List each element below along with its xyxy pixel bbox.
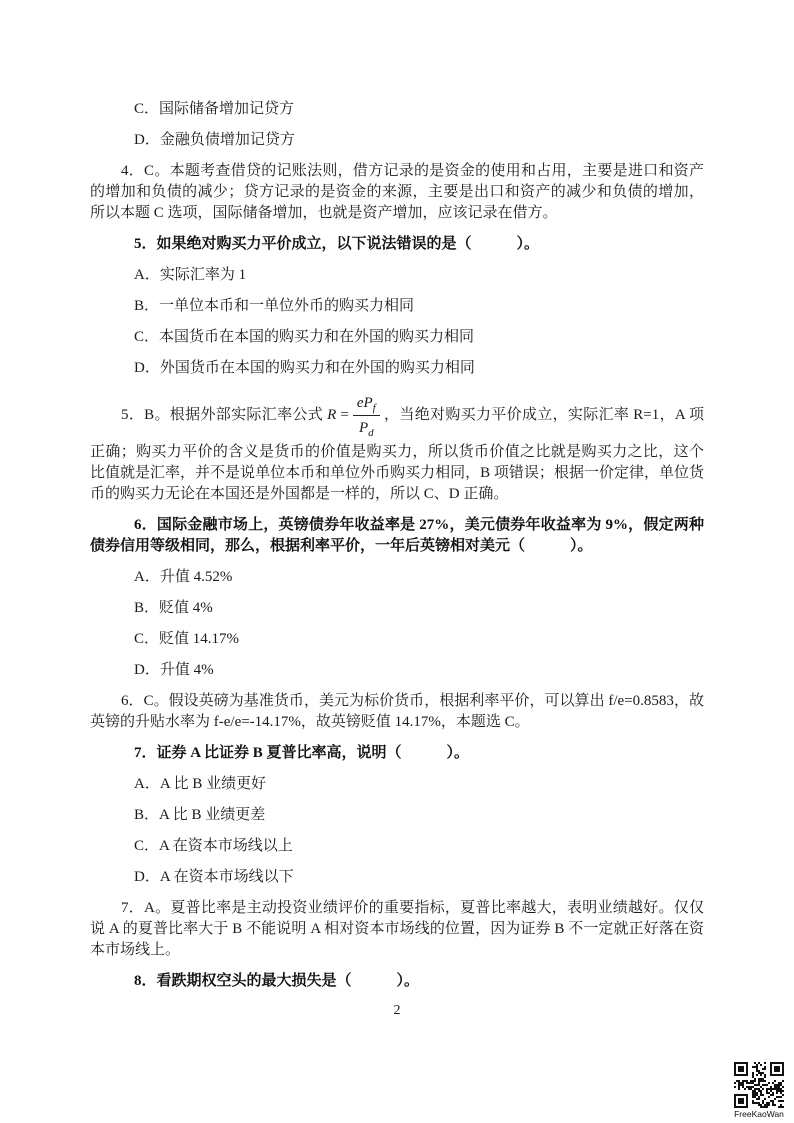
watermark-label: FreeKaoWan (734, 1109, 784, 1119)
page-number: 2 (393, 1003, 401, 1018)
formula-denominator: P (358, 420, 369, 436)
option-item: C．本国货币在本国的购买力和在外国的购买力相同 (134, 329, 475, 345)
formula-before-text: 5．B。根据外部实际汇率公式 (121, 406, 328, 423)
formula-fraction: $\frac{eP_f}{P_d}$ (353, 392, 380, 439)
option-item: B．一单位本币和一单位外币的购买力相同 (134, 298, 415, 314)
document-body (90, 89, 704, 992)
formula-lhs: R (327, 406, 337, 423)
option-item: D．外国货币在本国的购买力和在外国的购买力相同 (134, 360, 475, 376)
option-item: A．实际汇率为 1 (134, 267, 247, 283)
option-item: C．A 在资本市场线以上 (134, 838, 293, 854)
explanation-text: 6．C。假设英磅为基准货币，美元为标价货币，根据利率平价，可以算出 f/e=0.8583，故英镑的升贴水率为 f-e/e=-14.17%，故英镑贬值 14.17%，本题选 C。 (90, 693, 704, 730)
option-item: C．国际储备增加记贷方 (134, 101, 295, 117)
formula-numerator: eP (356, 395, 373, 411)
question-text: 5．如果绝对购买力平价成立，以下说法错误的是（ ）。 (134, 236, 540, 252)
option-item: A．A 比 B 业绩更好 (134, 776, 267, 792)
option-item: A．升值 4.52% (134, 569, 233, 585)
explanation-text: 7．A。夏普比率是主动投资业绩评价的重要指标，夏普比率越大，表明业绩越好。仅仅说 A 的夏普比率大于 B 不能说明 A 相对资本市场线的位置，因为证券 B 不一定就正好落在资本市场线上。 (90, 900, 704, 958)
formula-equals: = (336, 406, 349, 423)
option-item: D．A 在资本市场线以下 (134, 869, 294, 885)
explanation-with-formula (90, 389, 704, 505)
formula-after-text: ，当绝对购买力平价成立，实际汇率 R=1，A 项正确；购买力平价的含义是货币的价值是购买力，所以货币价值之比就是购买力之比，这个比值就是汇率，并不是说单位本币和单位外币购买力相同，B 项错误；根据一价定律，单位货币的购买力无论在本国还是外国都是一样的，所以 C、D 正确。 (90, 406, 704, 502)
question-text: 8．看跌期权空头的最大损失是（ ）。 (134, 973, 420, 989)
qr-code-icon (734, 1062, 784, 1108)
question-text: 6．国际金融市场上，英镑债券年收益率是 27%，美元债券年收益率为 9%，假定两种债券信用等级相同，那么，根据利率平价，一年后英镑相对美元（ ）。 (90, 517, 704, 554)
question-text: 7．证券 A 比证券 B 夏普比率高，说明（ ）。 (134, 745, 470, 761)
watermark (728, 1062, 790, 1119)
option-item: D．金融负债增加记贷方 (134, 132, 295, 148)
option-item: B．A 比 B 业绩更差 (134, 807, 266, 823)
option-item: B．贬值 4% (134, 600, 213, 616)
option-item: D．升值 4% (134, 662, 214, 678)
explanation-text: 4．C。本题考查借贷的记账法则，借方记录的是资金的使用和占用，主要是进口和资产的增加和负债的减少；贷方记录的是资金的来源，主要是出口和资产的减少和负债的增加，所以本题 C 选项，国际储备增加，也就是资产增加，应该记录在借方。 (90, 163, 704, 221)
option-item: C．贬值 14.17% (134, 631, 240, 647)
